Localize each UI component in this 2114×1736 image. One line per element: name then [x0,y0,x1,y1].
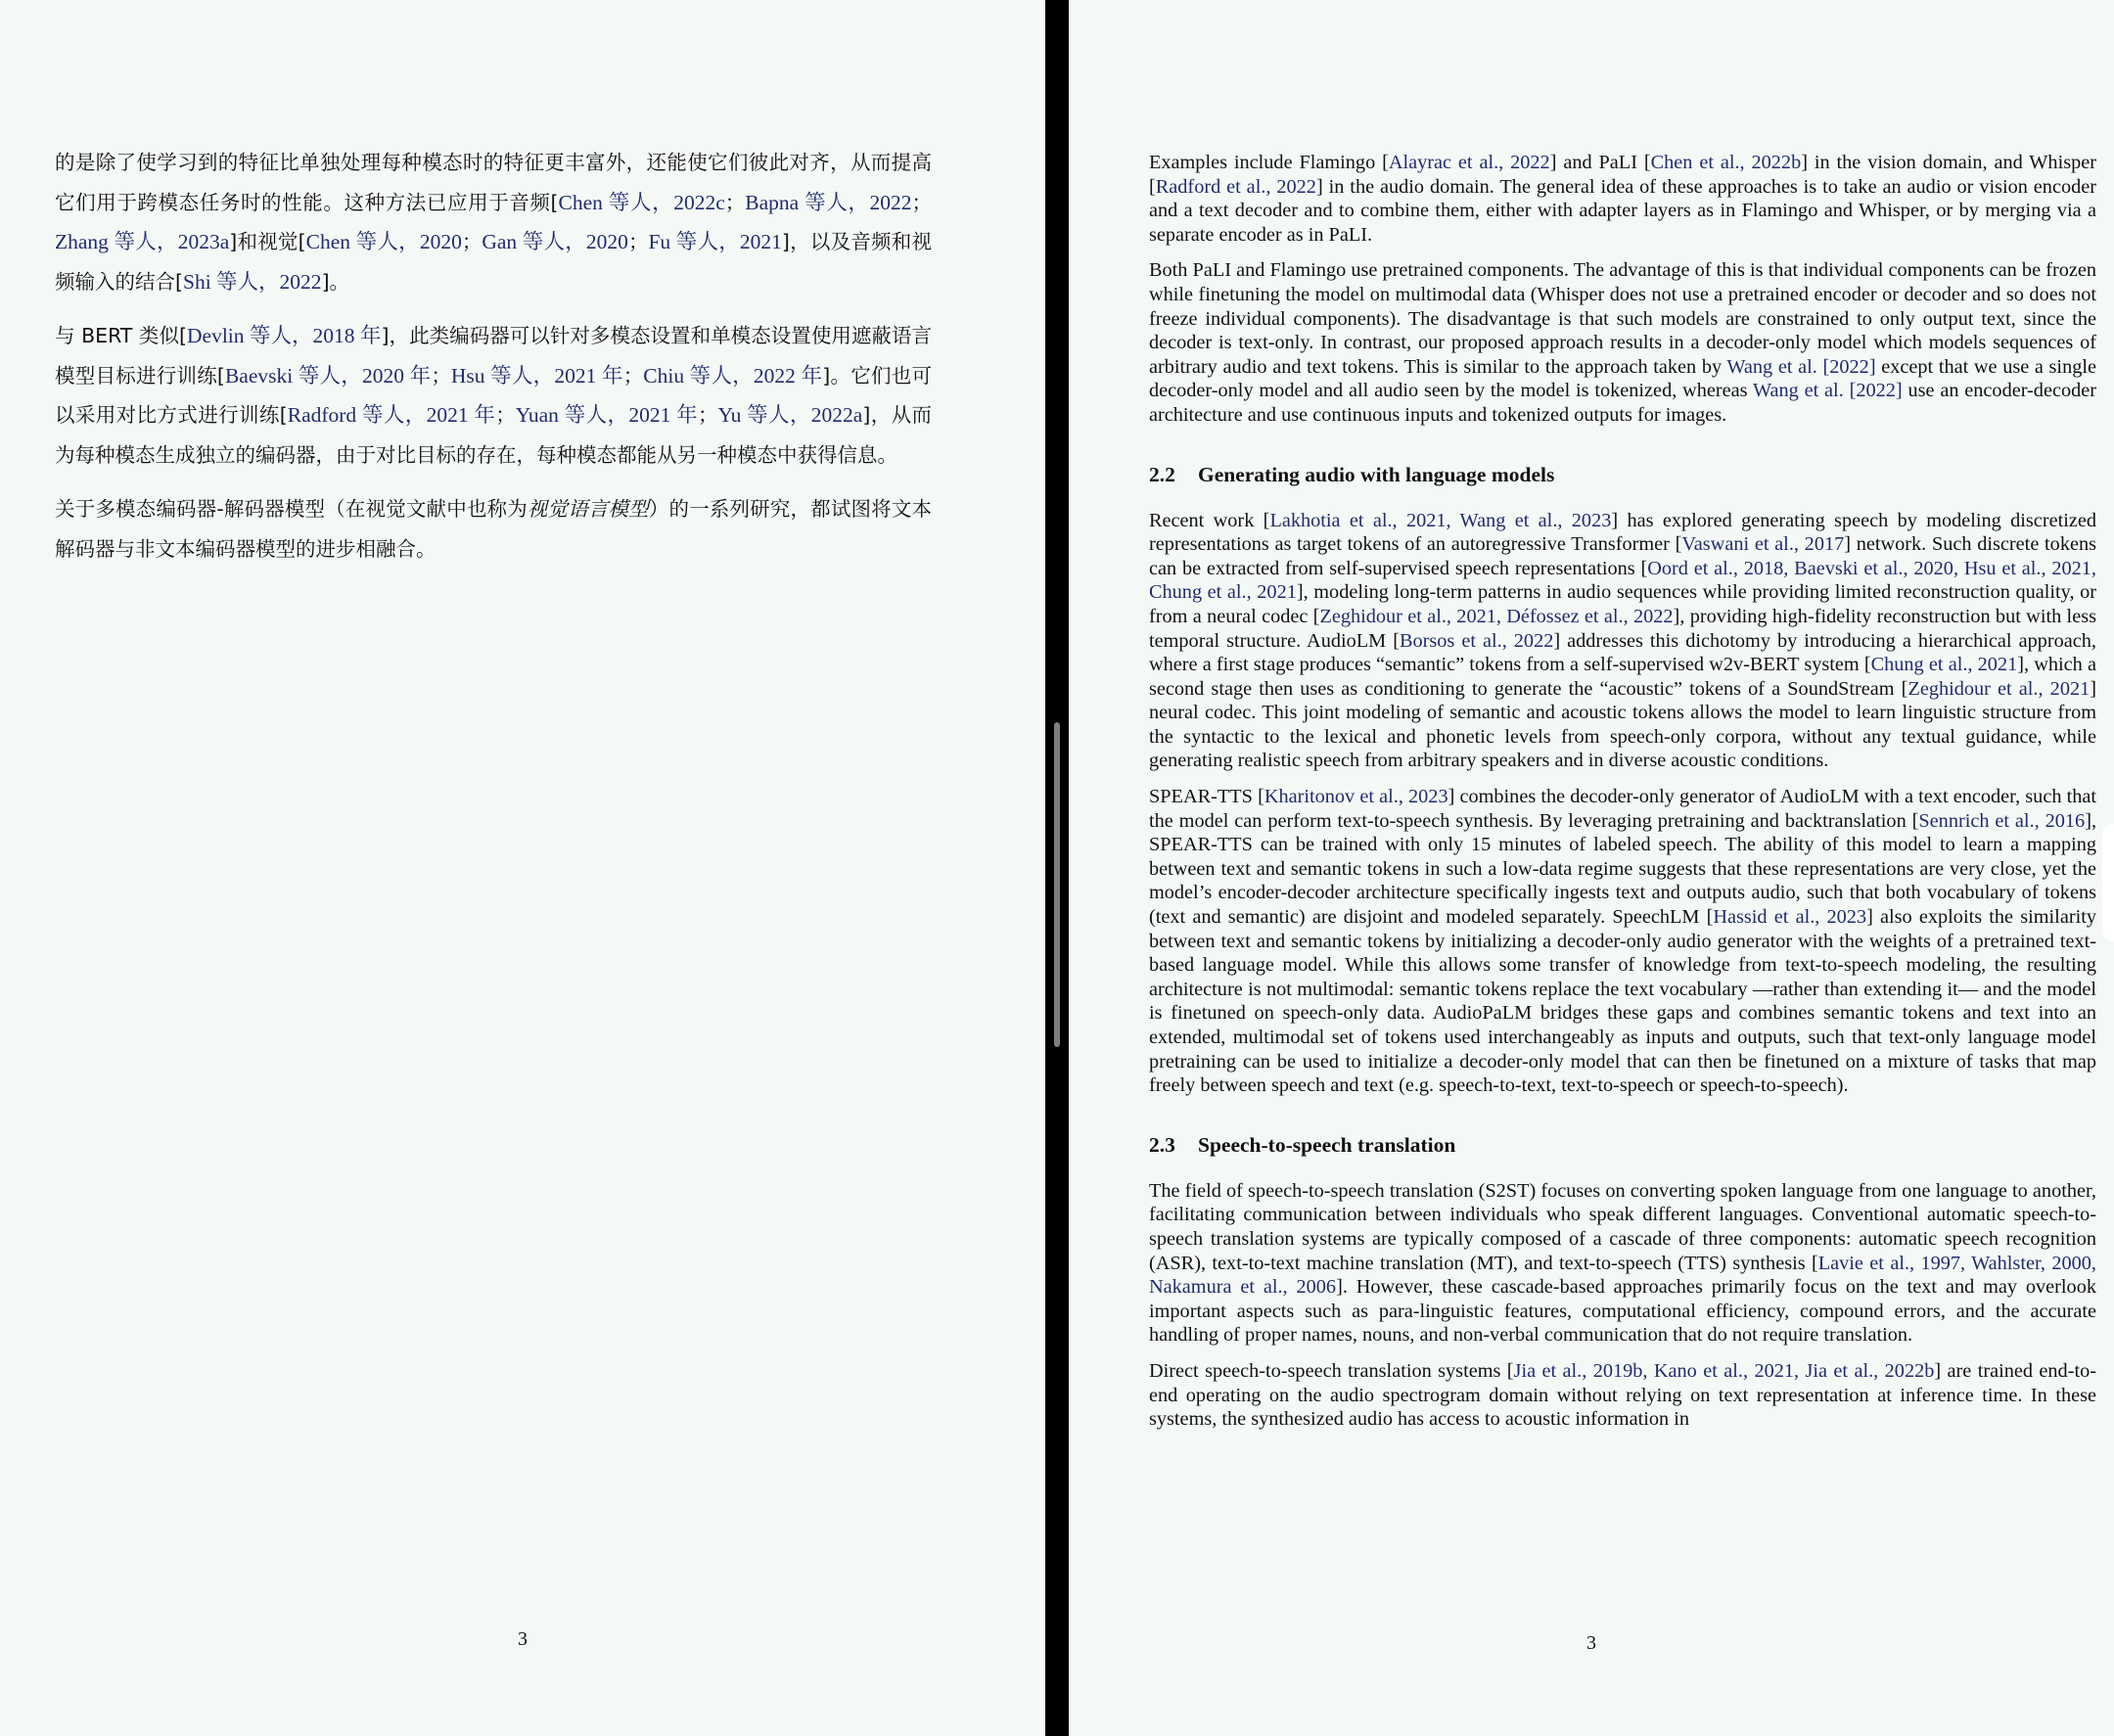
section-title: Speech-to-speech translation [1198,1132,1456,1157]
citation-link[interactable]: Chen et al., 2022b [1650,152,1802,173]
citation-link[interactable]: Lakhotia et al., 2021, Wang et al., 2023 [1269,509,1612,531]
body-paragraph: Both PaLI and Flamingo use pretrained components. The advantage of this is that individual components can be frozen while finetuning the model on multimodal data (Whisper does not use a pretrained encoder or decoder and so does not freeze individual components). The disadvantage is that such models are constrained to only output text, since the decoder is text-only. In contrast, our proposed approach results in a decoder-only model which models sequences of arbitrary audio and text tokens. This is similar to the approach taken by Wang et al. [2022] except that we use a single decoder-only model and all audio seen by the model is tokenized, whereas Wang et al. [2022] use an encoder-decoder architecture and use continuous inputs and tokenized outputs for images. [1149,259,2096,426]
section-heading [1149,463,2096,487]
citation-link[interactable]: Bapna 等人，2022 [745,190,912,214]
section-heading [1149,1133,2096,1158]
citation-link[interactable]: Hassid et al., 2023 [1713,906,1867,929]
translated-paragraph: 的是除了使学习到的特征比单独处理每种模态时的特征更丰富外，还能使它们彼此对齐，从而提高它们用于跨模态任务时的性能。这种方法已应用于音频[Chen 等人，2022c；Bapna 等人，2022；Zhang 等人，2023a]和视觉[Chen 等人，2020；Gan 等人，2020；Fu 等人，2021]，以及音频和视频输入的结合[Shi 等人，2022]。 [55,151,932,294]
citation-link[interactable]: Sennrich et al., 2016 [1918,809,2086,832]
body-paragraph: The field of speech-to-speech translation (S2ST) focuses on converting spoken language from one language to another, facilitating communication between individuals who speak different languages. Conventional automatic speech-to-speech translation systems are typically composed of a cascade of three components: automatic speech recognition (ASR), text-to-text machine translation (MT), and text-to-speech (TTS) synthesis [Lavie et al., 1997, Wahlster, 2000, Nakamura et al., 2006]. However, these cascade-based approaches primarily focus on the text and may overlook important aspects such as para-linguistic features, computational efficiency, compound errors, and the accurate handling of proper names, nouns, and non-verbal communication that do not require translation. [1149,1179,2096,1347]
body-paragraph: Examples include Flamingo [Alayrac et al., 2022] and PaLI [Chen et al., 2022b] in the vision domain, and Whisper [Radford et al., 2022] in the audio domain. The general idea of these approaches is to take an audio or vision encoder and a text decoder and to combine them, either with adapter layers as in Flamingo and Whisper, or by merging via a separate encoder as in PaLI. [1149,152,2096,246]
citation-link[interactable]: Zeghidour et al., 2021 [1907,677,2091,700]
citation-link[interactable]: Wang et al. [2022] [1752,380,1903,402]
right-page-content [1149,151,2096,1432]
section-number: 2.2 [1149,462,1175,486]
citation-link[interactable]: Zeghidour et al., 2021, Défossez et al., 2022 [1319,605,1674,627]
citation-link[interactable]: Devlin 等人，2018 年 [187,324,382,347]
citation-link[interactable]: Vaswani et al., 2017 [1681,533,1845,556]
page-number: 3 [518,1628,528,1650]
split-resize-handle[interactable] [1054,722,1060,1047]
citation-link[interactable]: Borsos et al., 2022 [1399,629,1554,652]
citation-link[interactable]: Shi 等人，2022 [183,269,322,294]
citation-link[interactable]: Lavie et al., 1997, Wahlster, 2000, Nakamura et al., 2006 [1149,1252,2096,1299]
citation-link[interactable]: Wang et al. [2022] [1726,355,1876,378]
citation-link[interactable]: Zhang 等人，2023a [55,230,230,253]
left-page-translated [0,0,1045,1736]
citation-link[interactable]: Baevski 等人，2020 年 [224,363,432,388]
citation-link[interactable]: Chen 等人，2020 [305,230,462,253]
section-title: Generating audio with language models [1198,462,1555,486]
citation-link[interactable]: Jia et al., 2019b, Kano et al., 2021, Jia et al., 2022b [1513,1359,1935,1382]
citation-link[interactable]: Yu 等人，2022a [717,403,863,427]
citation-link[interactable]: Gan 等人，2020 [482,230,628,253]
citation-link[interactable]: Chiu 等人，2022 年 [643,363,823,388]
citation-link[interactable]: Kharitonov et al., 2023 [1264,786,1448,808]
body-paragraph: Recent work [Lakhotia et al., 2021, Wang et al., 2023] has explored generating speech by modeling discretized representations as target tokens of an autoregressive Transformer [Vaswani et al., 2017] network. Such discrete tokens can be extracted from self-supervised speech representations [Oord et al., 2018, Baevski et al., 2020, Hsu et al., 2021, Chung et al., 2021], modeling long-term patterns in audio sequences while providing limited reconstruction quality, or from a neural codec [Zeghidour et al., 2021, Défossez et al., 2022], providing high-fidelity reconstruction but with less temporal structure. AudioLM [Borsos et al., 2022] addresses this dichotomy by introducing a hierarchical approach, where a first stage produces “semantic” tokens from a self-supervised w2v-BERT system [Chung et al., 2021], which a second stage then uses as conditioning to generate the “acoustic” tokens of a SoundStream [Zeghidour et al., 2021] neural codec. This joint modeling of semantic and acoustic tokens allows the model to learn linguistic structure from the syntactic to the lexical and phonetic levels from speech-only corpora, without any textual guidance, while generating realistic speech from arbitrary speakers and in diverse acoustic conditions. [1149,509,2097,772]
citation-link[interactable]: Chen 等人，2022c [558,190,725,214]
body-paragraph: Direct speech-to-speech translation systems [Jia et al., 2019b, Kano et al., 2021, Jia et al., 2022b] are trained end-to-end operating on the audio spectrogram domain without relying on text representation at inference time. In these systems, the synthesized audio has access to acoustic information in [1149,1359,2096,1431]
citation-link[interactable]: Yuan 等人，2021 年 [515,403,698,427]
citation-link[interactable]: Chung et al., 2021 [1870,654,2018,676]
left-page-content [55,143,932,569]
side-panel-tab[interactable] [2102,824,2114,941]
body-paragraph: SPEAR-TTS [Kharitonov et al., 2023] combines the decoder-only generator of AudioLM with a text encoder, such that the model can perform text-to-speech synthesis. By leveraging pretraining and backtranslation [Sennrich et al., 2016], SPEAR-TTS can be trained with only 15 minutes of labeled speech. The ability of this model to learn a mapping between text and semantic tokens in such a low-data regime suggests that these representations are very close, yet the model’s encoder-decoder architecture specifically ingests text and outputs audio, such that both vocabulary of tokens (text and semantic) are disjoint and modeled separately. SpeechLM [Hassid et al., 2023] also exploits the similarity between text and semantic tokens by initializing a decoder-only audio generator with the weights of a pretrained text-based language model. While this allows some transfer of knowledge from text-to-speech modeling, the resulting architecture is not multimodal: semantic tokens replace the text vocabulary —rather than extending it— and the model is finetuned on speech-only data. AudioPaLM bridges these gaps and combines semantic tokens and text into an extended, multimodal set of tokens used interchangeably as inputs and outputs, such that text-only language model pretraining can be used to initialize a decoder-only model that can then be finetuned on a mixture of tasks that map freely between speech and text (e.g. speech-to-text, text-to-speech or speech-to-speech). [1149,786,2097,1097]
citation-link[interactable]: Radford et al., 2022 [1155,175,1316,198]
citation-link[interactable]: Fu 等人，2021 [648,230,782,253]
citation-link[interactable]: Radford 等人，2021 年 [287,403,496,427]
citation-link[interactable]: Oord et al., 2018, Baevski et al., 2020, Hsu et al., 2021, Chung et al., 2021 [1149,557,2096,604]
right-page-original [1069,0,2114,1736]
translated-paragraph: 关于多模态编码器-解码器模型（在视觉文献中也称为视觉语言模型）的一系列研究，都试图将文本解码器与非文本编码器模型的进步相融合。 [55,497,933,561]
translated-paragraph: 与 BERT 类似[Devlin 等人，2018 年]，此类编码器可以针对多模态设置和单模态设置使用遮蔽语言模型目标进行训练[Baevski 等人，2020 年；Hsu 等人，2021 年；Chiu 等人，2022 年]。它们也可以采用对比方式进行训练[Radford 等人，2021 年；Yuan 等人，2021 年；Yu 等人，2022a]，从而为每种模态生成独立的编码器，由于对比目标的存在，每种模态都能从另一种模态中获得信息。 [55,324,933,467]
citation-link[interactable]: Alayrac et al., 2022 [1388,152,1550,173]
page-number: 3 [1586,1632,1596,1654]
section-number: 2.3 [1149,1132,1175,1157]
emphasis-text: 视觉语言模型 [527,497,649,521]
citation-link[interactable]: Hsu 等人，2021 年 [450,363,623,388]
